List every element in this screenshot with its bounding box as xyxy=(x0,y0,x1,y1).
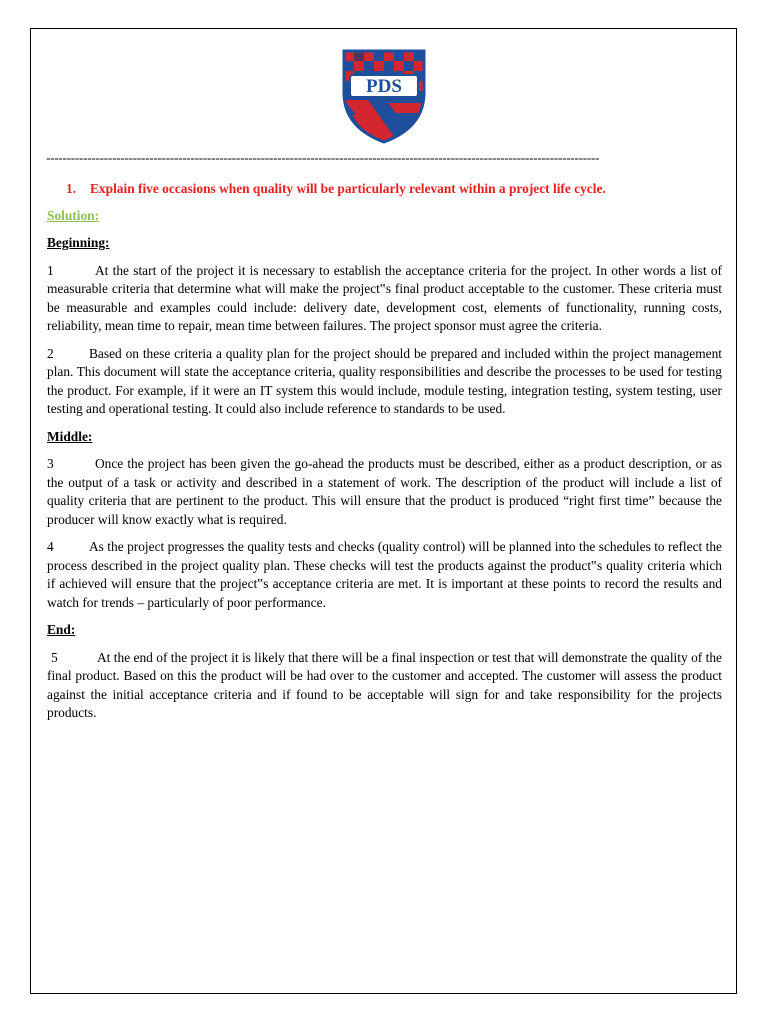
paragraph-number: 1 xyxy=(47,262,54,278)
question-number: 1. xyxy=(66,181,77,196)
question-heading xyxy=(47,180,722,199)
paragraph-number: 5 xyxy=(51,649,58,665)
paragraph-1 xyxy=(47,262,722,336)
section-heading-middle: Middle: xyxy=(47,428,93,444)
section-heading-end: End: xyxy=(47,622,76,637)
paragraph-text: As the project progresses the quality tests and checks (quality control) will be planned into the schedules to reflect the process described in the project quality plan. These checks will test the products against the product‟s quality criteria which if achieved will ensure that the project‟s acceptance criteria are met. It is important at these points to record the results and watch for trends – particularly of poor performance. xyxy=(47,539,722,610)
pds-shield-logo xyxy=(338,45,430,145)
logo-text: PDS xyxy=(366,76,402,97)
paragraph-text: Once the project has been given the go-ahead the products must be described, either as a product description, or as the output of a task or activity and described in a statement of work. The description of the product will include a list of quality criteria that are pertinent to the product. This will ensure that the product is produced “right first time” because the producer will know exactly what is required. xyxy=(47,456,722,527)
separator-line: -------------------------------------------------------------------------------------------------------------------------------------- xyxy=(46,150,600,165)
document-body xyxy=(47,180,722,732)
solution-label: Solution: xyxy=(47,207,100,223)
paragraph-number: 4 xyxy=(47,539,54,554)
paragraph-5 xyxy=(47,649,722,723)
paragraph-4 xyxy=(47,538,722,612)
question-text: Explain five occasions when quality will be particularly relevant within a project life cycle. xyxy=(90,181,606,196)
section-heading-beginning: Beginning: xyxy=(47,235,110,250)
paragraph-text: Based on these criteria a quality plan for the project should be prepared and included within the project management plan. This document will state the acceptance criteria, quality responsibilities and describe the processes to be used for testing the product. For example, if it were an IT system this would include, module testing, integration testing, system testing, user testing and operational testing. It could also include reference to standards to be used. xyxy=(47,345,722,416)
paragraph-3 xyxy=(47,455,722,529)
paragraph-text: At the start of the project it is necessary to establish the acceptance criteria for the project. In other words a list of measurable criteria that determine what will make the project‟s final product acceptable to the customer. These criteria must be measurable and examples could include: delivery date, development cost, elements of functionality, running costs, reliability, mean time to repair, mean time between failures. The project sponsor must agree the criteria. xyxy=(47,262,722,333)
paragraph-text: At the end of the project it is likely that there will be a final inspection or test that will demonstrate the quality of the final product. Based on this the product will be had over to the customer and accepted. The customer will assess the product against the initial acceptance criteria and if found to be acceptable will sign for and take responsibility for the projects products. xyxy=(47,649,722,720)
paragraph-number: 2 xyxy=(47,345,54,361)
paragraph-2 xyxy=(47,345,722,419)
paragraph-number: 3 xyxy=(47,456,54,471)
